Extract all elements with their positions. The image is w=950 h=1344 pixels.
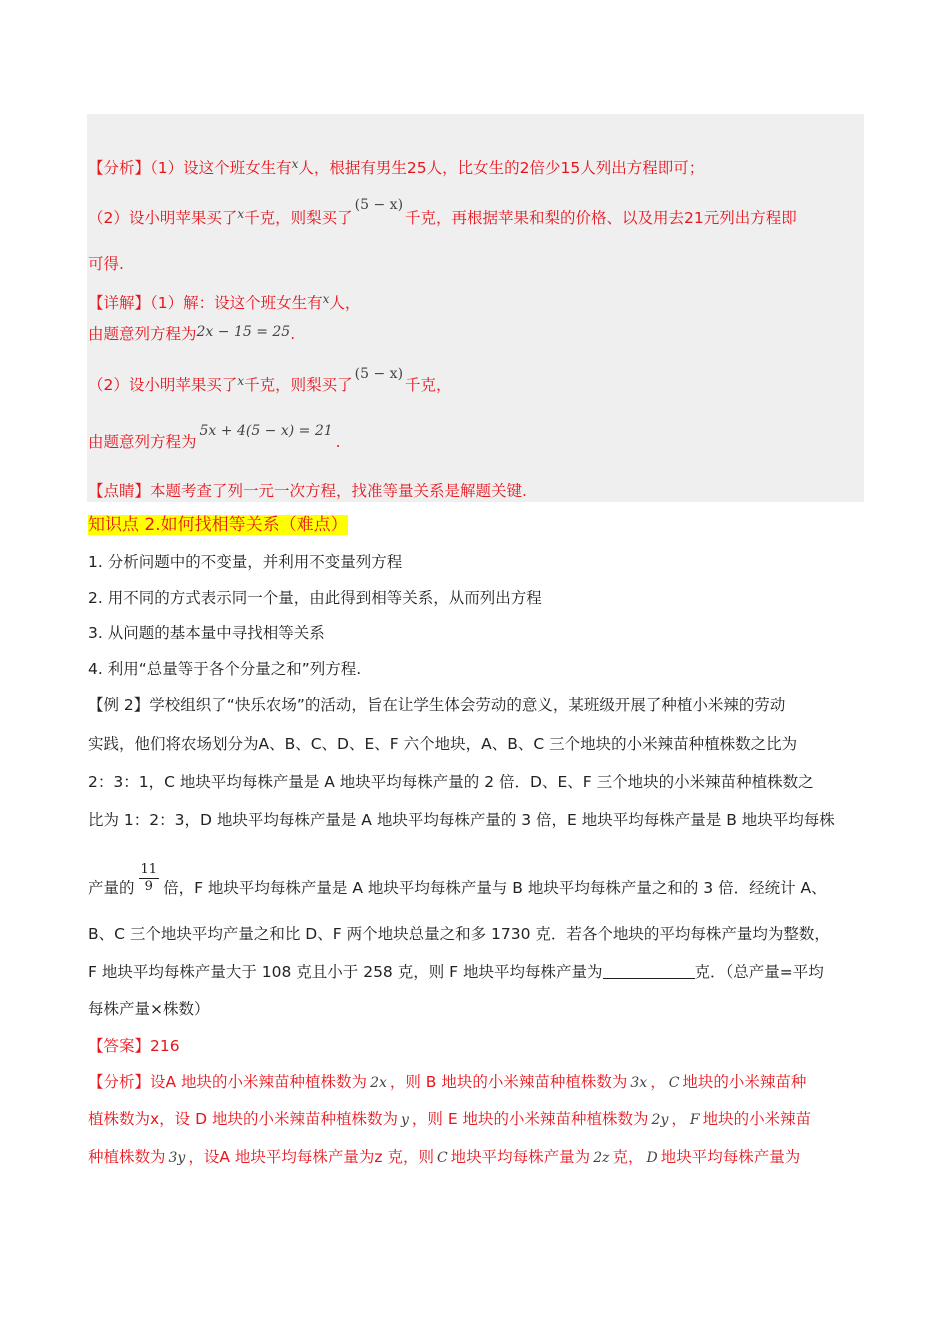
detail-line-1 — [88, 289, 360, 313]
example-line-3 — [88, 772, 814, 792]
text: 千克，再根据苹果和梨的价格、以及用去21元列出方程即 — [405, 209, 797, 227]
text: 人，根据有男生25人，比女生的2倍少15人列出方程即可； — [298, 159, 705, 177]
analysis2-line-2 — [88, 1109, 811, 1130]
example-line-4 — [88, 810, 835, 830]
text: B、C 三个地块平均产量之和比 D、F 两个地块总量之和多 1730 克．若各个地块的平均每株产量均为整数， — [88, 925, 830, 943]
fraction-numerator: 11 — [140, 862, 158, 877]
text: 由题意列方程为 — [88, 433, 197, 451]
text: 地块的小米辣苗种 — [682, 1073, 807, 1091]
text: 地块平均每株产量为 — [450, 1148, 591, 1166]
section-title: 知识点 2.如何找相等关系（难点） — [88, 515, 348, 535]
example-tag: 【例 2】 — [88, 696, 150, 714]
text: 由题意列方程为 — [88, 325, 197, 343]
math-x: x — [322, 292, 330, 306]
text: 克， — [612, 1148, 644, 1166]
section-item-4 — [88, 659, 361, 679]
detail-tag: 【详解】 — [88, 294, 151, 312]
answer-blank — [603, 964, 695, 979]
text: 地块平均每株产量为 — [660, 1148, 801, 1166]
math-term: C — [436, 1150, 448, 1166]
math-term: D — [646, 1150, 658, 1166]
detail-line-3 — [88, 366, 452, 396]
answer-line — [88, 1036, 180, 1056]
comment-tag: 【点睛】 — [88, 482, 151, 500]
analysis2-line-3 — [88, 1147, 800, 1168]
fraction — [139, 862, 160, 895]
equation: 5x + 4(5 − x) = 21 — [199, 423, 333, 439]
text: 产量的 — [88, 879, 135, 897]
text: 1. 分析问题中的不变量，并利用不变量列方程 — [88, 553, 403, 571]
text: 设A 地块的小米辣苗种植株数为 — [150, 1073, 368, 1091]
math-term: F — [689, 1112, 700, 1128]
section-item-2 — [88, 588, 542, 608]
text: 4. 利用“总量等于各个分量之和”列方程. — [88, 660, 362, 678]
text: 2：3：1，C 地块平均每株产量是 A 地块平均每株产量的 2 倍．D、E、F 三个地块的小米辣苗种植株数之 — [88, 773, 814, 791]
example-line-2 — [88, 734, 797, 754]
math-x: x — [291, 157, 299, 171]
text: （1）设这个班女生有 — [150, 159, 292, 177]
text: ，设A 地块平均每株产量为z 克，则 — [188, 1148, 434, 1166]
math-term: C — [668, 1075, 680, 1091]
text: 地块的小米辣苗 — [702, 1110, 812, 1128]
math-x: x — [237, 374, 245, 388]
text: . — [290, 325, 296, 343]
analysis2-tag: 【分析】 — [88, 1073, 151, 1091]
example-line-7 — [88, 962, 824, 982]
text: 千克，则梨买了 — [244, 376, 353, 394]
text: （1）解：设这个班女生有 — [150, 294, 323, 312]
text: 本题考查了列一元一次方程，找准等量关系是解题关键. — [150, 482, 527, 500]
example-line-5 — [88, 862, 827, 905]
math-expression: (5 − x) — [354, 197, 404, 213]
text: ， — [650, 1073, 666, 1091]
analysis2-line-1 — [88, 1072, 806, 1093]
example-line-8 — [88, 999, 210, 1019]
text: 2. 用不同的方式表示同一个量，由此得到相等关系，从而列出方程 — [88, 589, 542, 607]
text: 学校组织了“快乐农场”的活动，旨在让学生体会劳动的意义，某班级开展了种植小米辣的劳动 — [149, 696, 786, 714]
math-term: 2x — [370, 1075, 387, 1091]
text: 人， — [329, 294, 361, 312]
section-item-3 — [88, 623, 325, 643]
equation: 2x − 15 = 25 — [196, 324, 291, 340]
math-term: 3x — [630, 1075, 648, 1091]
analysis-tag: 【分析】 — [88, 159, 151, 177]
math-x: x — [237, 207, 245, 221]
math-term: 3y — [168, 1150, 186, 1166]
math-term: y — [400, 1112, 409, 1128]
comment-line — [88, 481, 527, 501]
math-expression: (5 − x) — [354, 366, 404, 382]
text: F 地块平均每株产量大于 108 克且小于 258 克，则 F 地块平均每株产量为 — [88, 963, 603, 981]
text: 千克，则梨买了 — [244, 209, 353, 227]
answer-value: 216 — [150, 1037, 180, 1055]
section-heading — [88, 514, 348, 536]
fraction-denominator: 9 — [144, 879, 153, 894]
text: 克．（总产量=平均 — [694, 963, 824, 981]
text: （2）设小明苹果买了 — [88, 209, 238, 227]
analysis-line-1 — [88, 154, 704, 178]
text: 比为 1：2：3，D 地块平均每株产量是 A 地块平均每株产量的 3 倍，E 地块平均每株产量是 B 地块平均每株 — [88, 811, 835, 829]
detail-line-2 — [88, 324, 295, 345]
text: 可得. — [88, 255, 124, 273]
section-item-1 — [88, 552, 402, 572]
math-term: 2y — [651, 1112, 669, 1128]
text: 种植株数为 — [88, 1148, 166, 1166]
analysis-line-2 — [88, 197, 797, 229]
text: （2）设小明苹果买了 — [88, 376, 238, 394]
text: ，则 E 地块的小米辣苗种植株数为 — [411, 1110, 649, 1128]
analysis-line-3 — [88, 254, 124, 274]
answer-tag: 【答案】 — [88, 1037, 151, 1055]
math-term: 2z — [593, 1150, 610, 1166]
text: 倍，F 地块平均每株产量是 A 地块平均每株产量与 B 地块平均每株产量之和的 3 倍．经统计 A、 — [163, 879, 827, 897]
text: 植株数为x，设 D 地块的小米辣苗种植株数为 — [88, 1110, 398, 1128]
text: ，则 B 地块的小米辣苗种植株数为 — [389, 1073, 628, 1091]
detail-line-4 — [88, 423, 341, 453]
example-line-6 — [88, 924, 830, 944]
example-line-1 — [88, 695, 785, 715]
text: 3. 从问题的基本量中寻找相等关系 — [88, 624, 325, 642]
text: ， — [671, 1110, 687, 1128]
text: . — [335, 433, 341, 451]
text: 实践，他们将农场划分为A、B、C、D、E、F 六个地块，A、B、C 三个地块的小米辣苗种植株数之比为 — [88, 735, 798, 753]
text: 千克， — [405, 376, 452, 394]
text: 每株产量×株数） — [88, 1000, 210, 1018]
